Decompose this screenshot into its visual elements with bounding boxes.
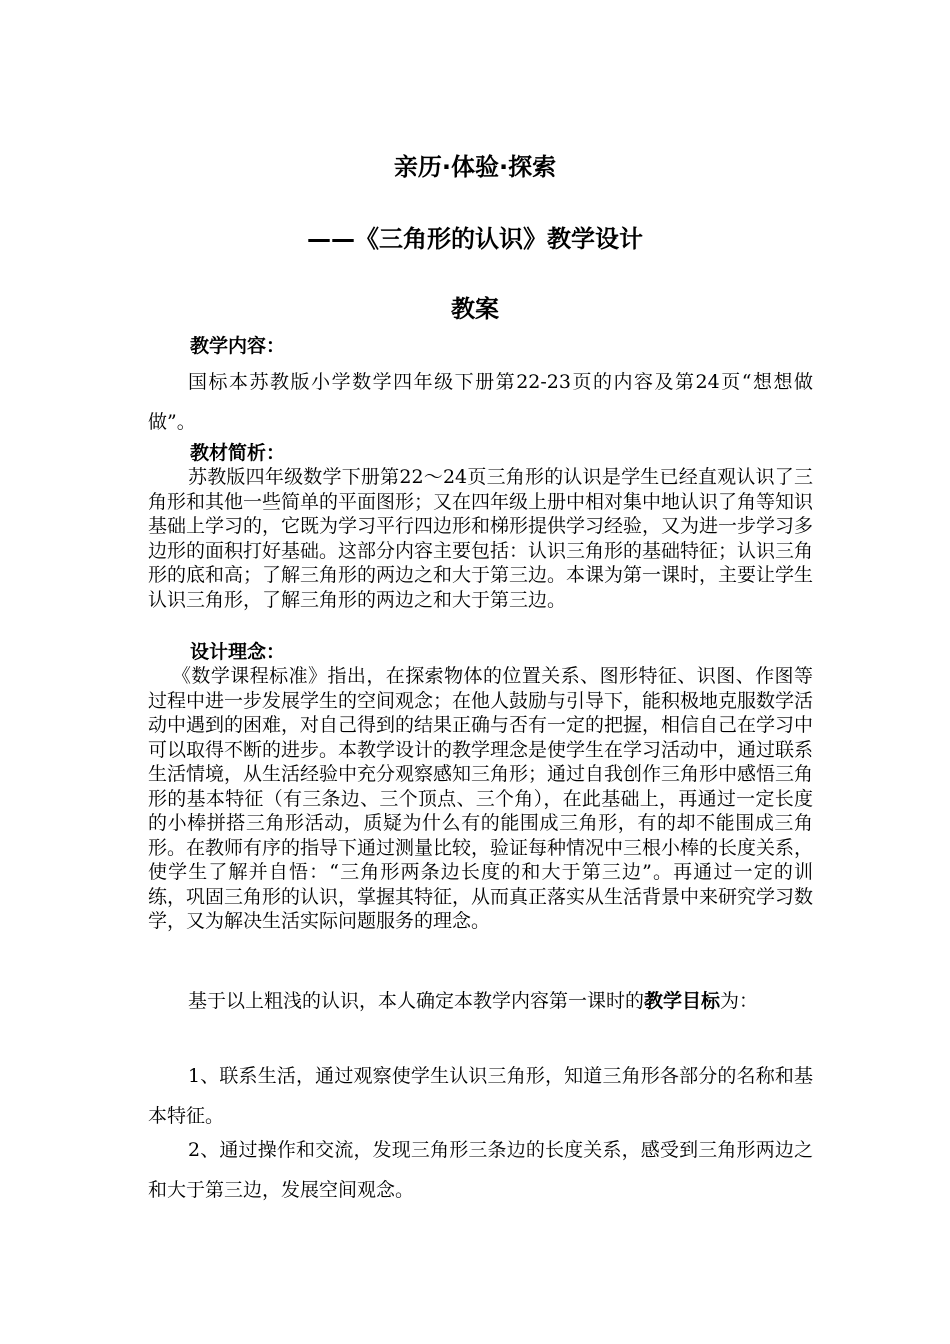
goal-intro-end: 为： [720,990,759,1012]
goal-intro [148,981,813,1021]
goal-intro-bold: 教学目标 [644,990,721,1012]
section-title: 教案 [451,295,499,323]
document-title: 亲历·体验·探索 [393,153,557,181]
content-text: 国标本苏教版小学数学四年级下册第22-23页的内容及第24页“想想做做”。 [148,371,813,433]
analysis-heading: 教材简析： [190,442,286,464]
content-heading: 教学内容： [190,335,286,357]
document-subtitle: ——《三角形的认识》教学设计 [307,225,643,253]
goal-intro-text: 基于以上粗浅的认识，本人确定本教学内容第一课时的 [188,990,645,1012]
goal-item-1: 1、联系生活，通过观察使学生认识三角形，知道三角形各部分的名称和基本特征。 [148,1065,813,1127]
analysis-text: 苏教版四年级数学下册第22～24页三角形的认识是学生已经直观认识了三角形和其他一些简单的平面图形；又在四年级上册中相对集中地认识了角等知识基础上学习的，它既为学习平行四边形和梯形提供学习经验，又为进一步学习多边形的面积打好基础。这部分内容主要包括：认识三角形的基础特征；认识三角形的底和高；了解三角形的两边之和大于第三边。本课为第一课时，主要让学生认识三角形，了解三角形的两边之和大于第三边。 [148,466,814,611]
concept-heading: 设计理念： [190,641,286,663]
concept-text: 《数学课程标准》指出，在探索物体的位置关系、图形特征、识图、作图等过程中进一步发展学生的空间观念；在他人鼓励与引导下，能积极地克服数学活动中遇到的困难，对自己得到的结果正确与否有一定的把握，相信自己在学习中可以取得不断的进步。本教学设计的教学理念是使学生在学习活动中，通过联系生活情境，从生活经验中充分观察感知三角形；通过自我创作三角形中感悟三角形的基本特征（有三条边、三个顶点、三个角），在此基础上，再通过一定长度的小棒拼搭三角形活动，质疑为什么有的能围成三角形，有的却不能围成三角形。在教师有序的指导下通过测量比较，验证每种情况中三根小棒的长度关系，使学生了解并自悟：“三角形两条边长度的和大于第三边”。再通过一定的训练，巩固三角形的认识，掌握其特征，从而真正落实从生活背景中来研究学习数学，又为解决生活实际问题服务的理念。 [148,665,814,932]
goal-item-2: 2、通过操作和交流，发现三角形三条边的长度关系，感受到三角形两边之和大于第三边，发展空间观念。 [148,1139,813,1201]
